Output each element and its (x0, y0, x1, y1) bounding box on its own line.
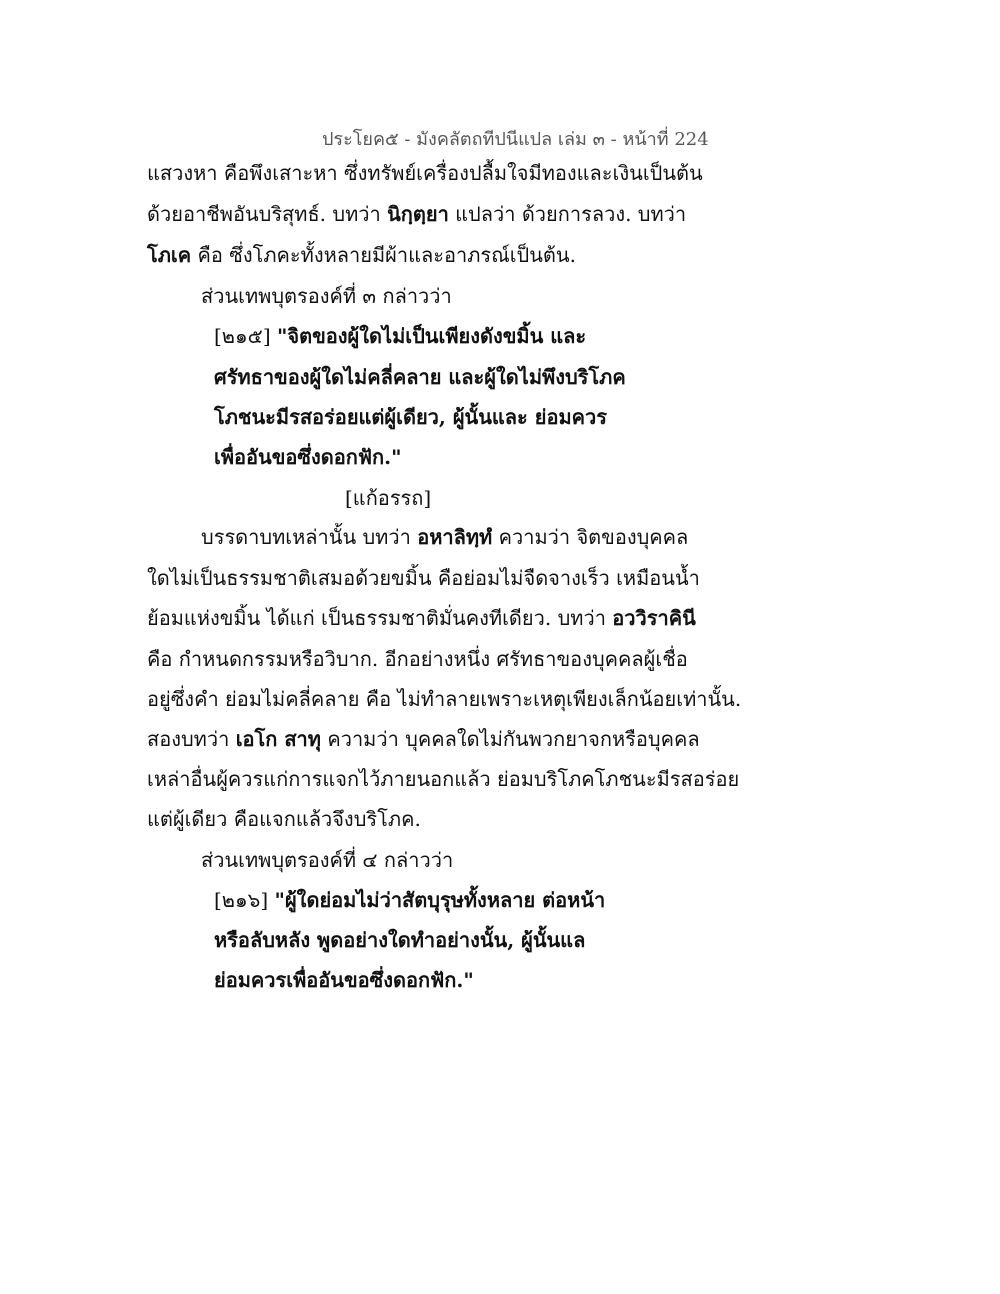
text-line (201, 524, 688, 550)
verse-text: "จิตของผู้ใดไม่เป็นเพียงดังขมิ้น และ (276, 324, 587, 348)
text-line: แสวงหา คือพึงเสาะหา ซึ่งทรัพย์เครื่องปลื้มใจมีทองและเงินเป็นต้น (147, 161, 703, 185)
bold-term: นิกฺตฺยา (387, 202, 449, 226)
verse-text: "ผู้ใดย่อมไม่ว่าสัตบุรุษทั้งหลาย ต่อหน้า (274, 888, 606, 912)
verse-intro: ส่วนเทพบุตรองค์ที่ ๓ กล่าวว่า (201, 284, 452, 308)
text-span: ความว่า บุคคลใดไม่กันพวกยาจกหรือบุคคล (320, 727, 700, 751)
text-span: ด้วยอาชีพอันบริสุทธ์. บทว่า (147, 202, 388, 226)
page-header: ประโยค๕ - มังคลัตถทีปนีแปล เล่ม ๓ - หน้าที่ 224 (322, 129, 709, 150)
text-span: สองบทว่า (147, 727, 236, 751)
verse-line (214, 887, 605, 913)
verse-line: ศรัทธาของผู้ใดไม่คลี่คลาย และผู้ใดไม่พึงบริโภค (214, 365, 626, 389)
verse-number: [๒๑๕] (214, 324, 271, 348)
verse-line: ย่อมควรเพื่ออันขอซึ่งดอกฟัก." (214, 968, 474, 992)
text-span: ย้อมแห่งขมิ้น ได้แก่ เป็นธรรมชาติมั่นคงทีเดียว. บทว่า (147, 606, 613, 630)
verse-intro: ส่วนเทพบุตรองค์ที่ ๔ กล่าวว่า (201, 848, 454, 872)
section-heading: [แก้อรรถ] (345, 486, 432, 510)
text-span: ความว่า จิตของบุคคล (492, 525, 689, 549)
bold-term: โภเค (147, 243, 192, 267)
text-line (147, 605, 696, 631)
text-span: คือ ซึ่งโภคะทั้งหลายมีผ้าและอาภรณ์เป็นต้น. (191, 243, 576, 267)
text-span: แปลว่า ด้วยการลวง. บทว่า (448, 202, 687, 226)
bold-term: อววิราคินี (612, 606, 696, 630)
text-line: อยู่ซึ่งคำ ย่อมไม่คลี่คลาย คือ ไม่ทำลายเพราะเหตุเพียงเล็กน้อยเท่านั้น. (147, 687, 742, 711)
verse-line: หรือลับหลัง พูดอย่างใดทำอย่างนั้น, ผู้นั้นแล (214, 928, 586, 952)
text-line: ใดไม่เป็นธรรมชาติเสมอด้วยขมิ้น คือย่อมไม่จืดจางเร็ว เหมือนน้ำ (147, 566, 700, 590)
verse-number: [๒๑๖] (214, 888, 269, 912)
text-line: คือ กำหนดกรรมหรือวิบาก. อีกอย่างหนึ่ง ศรัทธาของบุคคลผู้เชื่อ (147, 647, 688, 671)
verse-line: เพื่ออันขอซึ่งดอกฟัก." (214, 445, 402, 469)
text-line: เหล่าอื่นผู้ควรแก่การแจกไว้ภายนอกแล้ว ย่อมบริโภคโภชนะมีรสอร่อย (147, 767, 740, 791)
text-line (147, 201, 686, 227)
text-span: บรรดาบทเหล่านั้น บทว่า (201, 525, 418, 549)
bold-term: เอโก สาทุ (235, 727, 321, 751)
bold-term: อหาลิทฺทํ (417, 525, 493, 549)
verse-line (214, 323, 586, 349)
text-line: แต่ผู้เดียว คือแจกแล้วจึงบริโภค. (147, 807, 421, 831)
verse-line: โภชนะมีรสอร่อยแต่ผู้เดียว, ผู้นั้นและ ย่อมควร (214, 405, 608, 429)
text-line (147, 726, 700, 752)
text-line (147, 242, 576, 268)
